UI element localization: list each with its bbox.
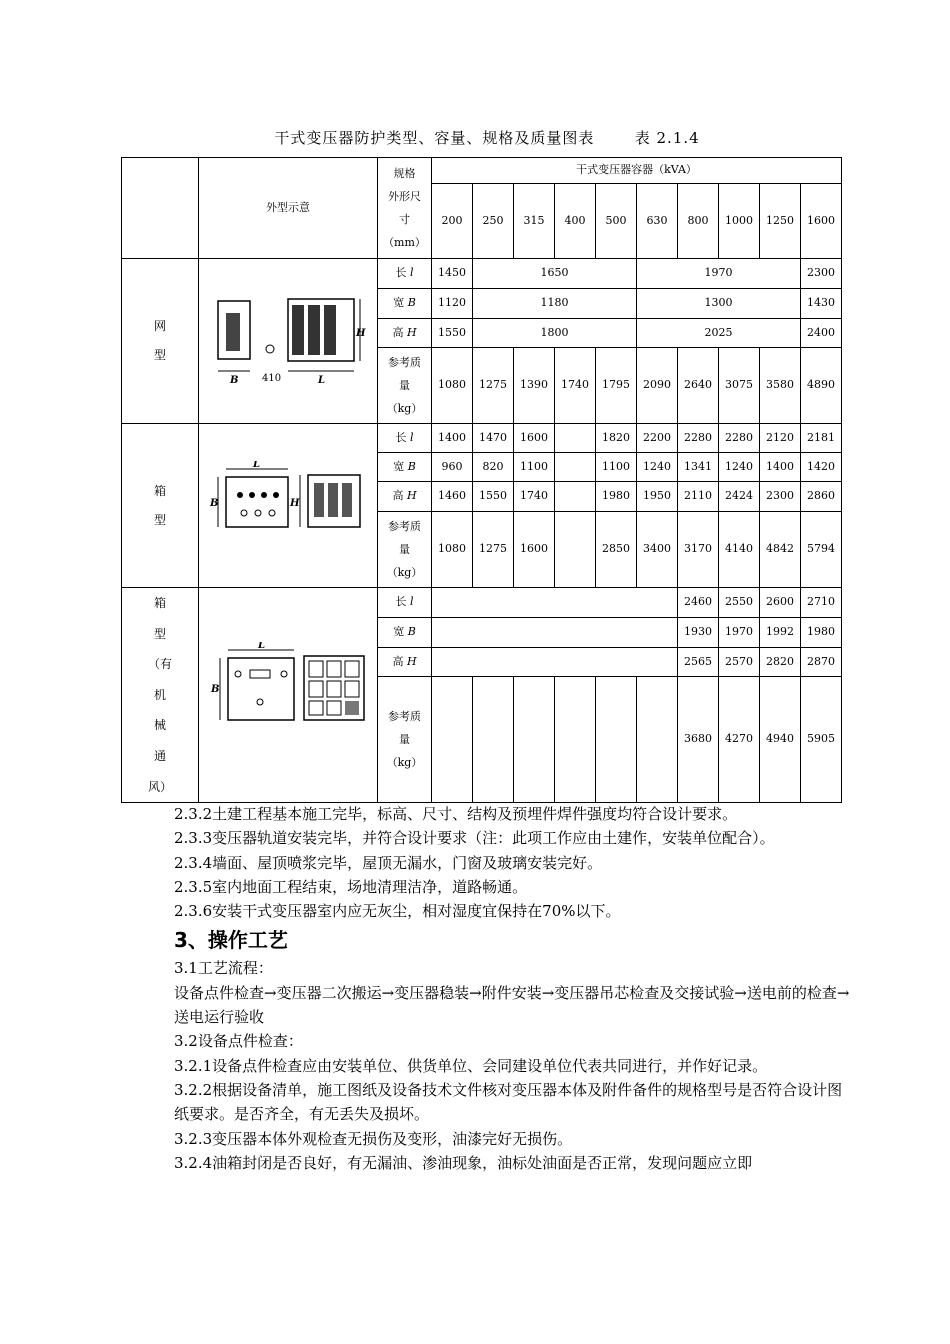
fan-l-label: L	[258, 642, 266, 651]
fan-top-outline	[228, 658, 294, 720]
mesh-transformer-figure	[208, 291, 368, 391]
capacity-1000: 1000	[719, 184, 760, 259]
capacity-1600: 1600	[801, 184, 842, 259]
fan-sketch	[199, 588, 378, 803]
para-2-3-5: 2.3.5室内地面工程结束，场地清理洁净，道路畅通。	[174, 877, 528, 896]
para-2-3-6: 2.3.6安装干式变压器室内应无灰尘，相对湿度宜保持在70%以下。	[174, 902, 621, 921]
header-row-1	[122, 158, 842, 184]
fan-length-row: 箱 型 （有 机 械 通 风） L B 长 l 2460 2550 2600 2710	[122, 588, 842, 618]
fan-b-label: B	[211, 684, 220, 695]
box-port-1	[241, 510, 247, 516]
capacity-315: 315	[514, 184, 555, 259]
box-front-coil-3	[342, 483, 352, 517]
header-type-cell	[122, 158, 199, 259]
mesh-mass-row: 参考质 量 （kg） 1080 1275 1390 1740 1795 2090 2640 3075 3580 4890	[122, 348, 842, 424]
document-body	[174, 802, 854, 1175]
box-front-coil-1	[314, 483, 324, 517]
fan-empty-length	[432, 588, 678, 618]
fan-mass-row: 参考质 量 （kg） 3680 4270 4940 5905	[122, 677, 842, 803]
type-box-fan: 箱 型 （有 机 械 通 风）	[122, 588, 199, 803]
para-3-1: 3.1工艺流程：	[174, 959, 273, 978]
fan-grid-8	[327, 701, 341, 715]
capacity-630: 630	[637, 184, 678, 259]
fan-empty-height	[432, 648, 678, 677]
para-2-3-3: 2.3.3变压器轨道安装完毕，并符合设计要求（注：此项工作应由土建作，安装单位配合）。	[174, 829, 775, 848]
mesh-width-row: 宽 B 1120 1180 1300 1430	[122, 289, 842, 319]
mesh-length-row: 网 型 B L H 410 长 l 1450 1650 1970 2300	[122, 259, 842, 289]
para-2-3-4: 2.3.4墙面、屋顶喷浆完毕，屋顶无漏水，门窗及玻璃安装完好。	[174, 853, 603, 872]
box-mass-row: 参考质 量 （kg） 1080 1275 1600 2850 3400 3170 4140 4842 5794	[122, 512, 842, 588]
box-h-label: H	[290, 497, 300, 509]
fan-empty-width	[432, 618, 678, 648]
table-title: 干式变压器防护类型、容量、规格及质量图表	[274, 129, 595, 147]
fan-grid-4	[309, 681, 323, 697]
fan-grid-2	[327, 661, 341, 677]
fan-grid-7	[309, 701, 323, 715]
header-sketch-cell: 外型示意	[199, 158, 378, 259]
box-width-row: 宽 B 960 820 1100 1100 1240 1341 1240 1400 1420	[122, 453, 842, 482]
section-heading-3: 3、操作工艺	[174, 928, 288, 953]
capacity-250: 250	[473, 184, 514, 259]
box-l-label: L	[253, 460, 261, 470]
fan-grid-5	[327, 681, 341, 697]
mesh-b-label: B	[230, 375, 239, 386]
box-port-3	[269, 510, 275, 516]
table-caption	[122, 127, 852, 148]
transformer-spec-table	[121, 157, 842, 803]
fan-grid-1	[309, 661, 323, 677]
para-3-2-2: 3.2.2根据设备清单，施工图纸及设备技术文件核对变压器本体及附件备件的规格型号是否符合设计图纸要求。是否齐全，有无丢失及损坏。	[174, 1080, 843, 1124]
box-length-row: 箱 型 L B H 长 l 1400 1470 1600 1820 2200 2280 2280 2120 2181	[122, 424, 842, 453]
mesh-l-label: L	[318, 375, 326, 386]
box-sketch	[199, 424, 378, 588]
fan-port-3	[257, 699, 263, 705]
box-b-label: B	[210, 497, 219, 509]
para-3-2: 3.2设备点件检查：	[174, 1032, 303, 1051]
para-2-3-2: 2.3.2土建工程基本施工完毕，标高、尺寸、结构及预埋件焊件强度均符合设计要求。	[174, 805, 738, 823]
para-3-2-4: 3.2.4油箱封闭是否良好，有无漏油、渗油现象，油标处油面是否正常，发现问题应立即	[174, 1153, 753, 1172]
fan-grid-6	[345, 681, 359, 697]
capacity-200: 200	[432, 184, 473, 259]
mesh-sketch	[199, 259, 378, 424]
mesh-height-row: 高 H 1550 1800 2025 2400	[122, 319, 842, 348]
capacity-header: 干式变压器容器（kVA）	[432, 158, 842, 184]
fan-port-1	[235, 671, 241, 677]
capacity-1250: 1250	[760, 184, 801, 259]
fan-width-row: 宽 B 1930 1970 1992 1980	[122, 618, 842, 648]
capacity-500: 500	[596, 184, 637, 259]
para-3-2-1: 3.2.1设备点件检查应由安装单位、供货单位、会同建设单位代表共同进行，并作好记录。	[174, 1056, 768, 1075]
box-top-outline	[226, 477, 288, 527]
header-spec-cell: 规格 外形尺 寸 （mm）	[378, 158, 432, 259]
mesh-side-coil	[226, 313, 240, 351]
box-port-2	[255, 510, 261, 516]
mesh-coil-1	[292, 305, 304, 355]
table-number: 表 2.1.4	[634, 129, 700, 147]
capacity-800: 800	[678, 184, 719, 259]
fan-grid-9	[345, 701, 359, 715]
para-process-flow: 设备点件检查→变压器二次搬运→变压器稳装→附件安装→变压器吊芯检查及交接试验→送电前的检查→送电运行验收	[174, 983, 850, 1027]
box-transformer-figure	[208, 461, 368, 551]
mesh-coil-2	[308, 305, 320, 355]
fan-port-2	[281, 671, 287, 677]
fan-height-row: 高 H 2565 2570 2820 2870	[122, 648, 842, 677]
type-mesh: 网 型	[122, 259, 199, 424]
type-box: 箱 型	[122, 424, 199, 588]
mesh-h-label: H	[356, 328, 366, 339]
box-bushing-3	[261, 492, 267, 498]
mesh-coil-3	[324, 305, 336, 355]
box-bushing-4	[273, 492, 279, 498]
fan-grid-3	[345, 661, 359, 677]
box-height-row: 高 H 1460 1550 1740 1980 1950 2110 2424 2300 2860	[122, 482, 842, 512]
fan-vent-slot	[250, 670, 270, 678]
mesh-terminal	[266, 345, 274, 353]
box-bushing-2	[249, 492, 255, 498]
box-bushing-1	[237, 492, 243, 498]
fan-transformer-figure	[208, 642, 368, 732]
mesh-offset-label: 410	[262, 373, 282, 384]
para-3-2-3: 3.2.3变压器本体外观检查无损伤及变形，油漆完好无损伤。	[174, 1129, 573, 1148]
box-front-coil-2	[328, 483, 338, 517]
capacity-400: 400	[555, 184, 596, 259]
